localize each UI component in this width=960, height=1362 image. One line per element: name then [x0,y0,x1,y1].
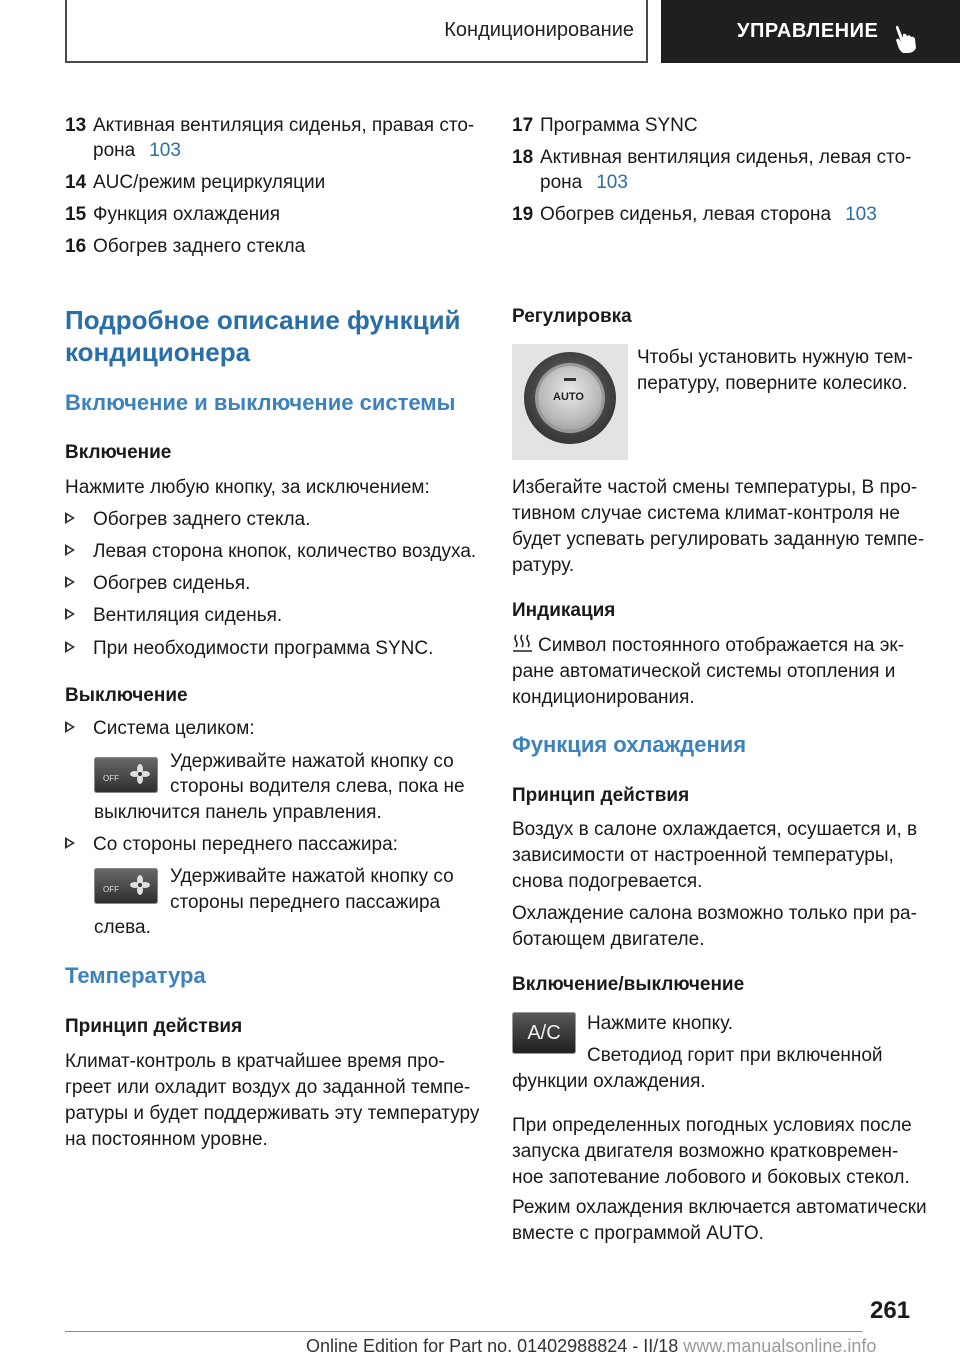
off-fan-button-image [94,868,158,904]
paragraph: Нажмите кнопку. [587,1013,734,1034]
paragraph: Удерживайте нажатой кнопку со [170,751,454,772]
ac-button-image: A/C [512,1012,576,1054]
paragraph: на постоянном уровне. [65,1129,268,1150]
paragraph: ране автоматической системы отопления и [512,661,896,682]
subheading-off: Выключение [65,685,188,706]
knob-auto-label: AUTO [553,391,584,403]
legend-text: Функция охлаждения [93,204,281,225]
paragraph: запуска двигателя возможно кратковремен- [512,1141,899,1162]
triangle-bullet-icon [65,837,75,849]
legend-text: Программа SYNC [540,115,698,136]
main-heading-line1: Подробное описание функций [65,305,461,335]
legend-text: рона [93,140,136,161]
off-label: OFF [103,885,119,894]
legend-text: рона [540,172,583,193]
legend-text: Обогрев сиденья, левая сторона [540,204,832,225]
fan-icon [130,875,150,895]
paragraph: Режим охлаждения включается автоматически [512,1197,927,1218]
paragraph: тивном случае система климат-контроля не [512,503,900,524]
triangle-bullet-icon [65,641,75,653]
paragraph: вместе с программой AUTO. [512,1223,764,1244]
paragraph: ратуры и будет поддерживать эту температуру [65,1103,480,1124]
legend-item-13-cont [65,135,181,166]
paragraph: ботающем двигателе. [512,929,705,950]
triangle-bullet-icon [65,721,75,733]
legend-text: AUC/режим рециркуляции [93,172,326,193]
paragraph: Воздух в салоне охлаждается, осушается и, в [512,819,918,840]
page-reference-link[interactable]: 103 [596,172,628,193]
paragraph: стороны водителя слева, пока не [170,776,465,797]
triangle-bullet-icon [65,512,75,524]
bullet-text: При необходимости программа SYNC. [93,638,434,659]
paragraph: ратуру. [512,555,575,576]
legend-text: Обогрев заднего стекла [93,236,306,257]
paragraph: функции охлаждения. [512,1071,706,1092]
heat-waves-icon [512,633,534,653]
paragraph: Избегайте частой смены температуры, В про- [512,477,918,498]
paragraph: Климат-контроль в кратчайшее время про- [65,1051,445,1072]
legend-item-17 [512,110,698,141]
section-heading-cooling: Функция охлаждения [512,732,747,757]
legend-number: 17 [512,115,534,136]
subheading-indication: Индикация [512,600,616,621]
bullet-text: Обогрев заднего стекла. [93,509,311,530]
legend-text: Активная вентиляция сиденья, правая сто- [93,115,475,136]
legend-number: 13 [65,115,87,136]
chapter-tab [65,0,648,63]
triangle-bullet-icon [65,608,75,620]
paragraph: будет успевать регулировать заданную темпе- [512,529,925,550]
paragraph: кондиционирования. [512,687,695,708]
paragraph: выключится панель управления. [94,802,382,823]
subheading-on-off: Включение/выключение [512,974,745,995]
pointing-hand-icon [894,24,920,54]
legend-number: 14 [65,172,87,193]
subheading-principle: Принцип действия [65,1016,243,1037]
page-reference-link[interactable]: 103 [845,204,877,225]
footer-text [306,1333,876,1359]
subheading-principle: Принцип действия [512,785,690,806]
off-fan-button-image [94,757,158,793]
fan-icon [130,764,150,784]
subheading-adjustment: Регулировка [512,306,632,327]
bullet-text: Левая сторона кнопок, количество воздуха. [93,541,477,562]
legend-number: 18 [512,147,534,168]
bullet-text: Обогрев сиденья. [93,573,251,594]
legend-item-19 [512,199,877,230]
legend-item-18-cont [512,167,628,198]
paragraph: При определенных погодных условиях после [512,1115,912,1136]
legend-text: Активная вентиляция сиденья, левая сто- [540,147,912,168]
chapter-title: Кондиционирование [444,19,634,41]
legend-item-15 [65,199,280,230]
subheading-on: Включение [65,442,172,463]
temperature-knob-image [512,344,628,460]
triangle-bullet-icon [65,544,75,556]
minus-icon [564,378,576,381]
section-heading-temperature: Температура [65,963,206,988]
legend-number: 15 [65,204,87,225]
triangle-bullet-icon [65,576,75,588]
paragraph: пературу, поверните колесико. [637,373,908,394]
legend-item-16 [65,231,305,262]
bullet-text: Система целиком: [93,718,255,739]
legend-number: 16 [65,236,87,257]
legend-number: 19 [512,204,534,225]
paragraph: греет или охладит воздух до заданной темпе- [65,1077,471,1098]
paragraph: слева. [94,917,151,938]
paragraph: Нажмите любую кнопку, за исключением: [65,477,430,498]
paragraph: зависимости от настроенной температуры, [512,845,894,866]
paragraph: Охлаждение салона возможно только при ра- [512,903,917,924]
section-title: УПРАВЛЕНИЕ [737,20,879,42]
edition-text: Online Edition for Part no. 01402988824 - II/18 [306,1336,679,1356]
off-label: OFF [103,774,119,783]
bullet-text: Вентиляция сиденья. [93,605,283,626]
paragraph: Удерживайте нажатой кнопку со [170,866,454,887]
page-reference-link[interactable]: 103 [149,140,181,161]
paragraph: ное запотевание лобового и боковых стекол. [512,1167,910,1188]
paragraph: Символ постоянного отображается на эк- [538,635,905,656]
watermark-text: www.manualsonline.info [683,1336,877,1356]
paragraph: Чтобы установить нужную тем- [637,347,913,368]
paragraph: стороны переднего пассажира [170,892,441,913]
footer-divider [65,1331,862,1332]
paragraph: снова подогревается. [512,871,703,892]
paragraph: Светодиод горит при включенной [587,1045,883,1066]
section-heading-on-off: Включение и выключение системы [65,390,456,415]
main-heading-line2: кондиционера [65,337,251,367]
bullet-text: Со стороны переднего пассажира: [93,834,398,855]
page-number: 261 [870,1297,911,1324]
legend-item-14 [65,167,325,198]
